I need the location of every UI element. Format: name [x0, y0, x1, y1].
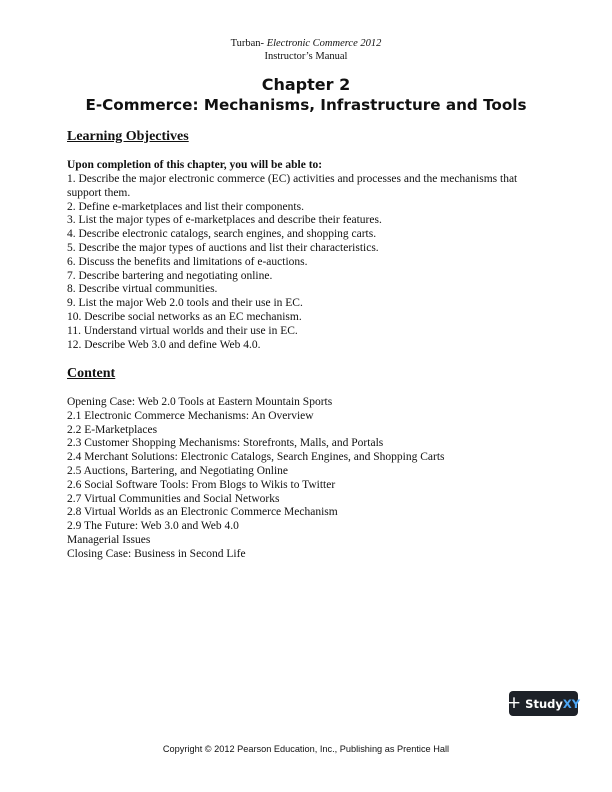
header-manual: Instructor’s Manual [264, 50, 348, 62]
studyxy-logo [506, 691, 581, 716]
header-book-title: Electronic Commerce 2012 [266, 38, 382, 49]
content-heading: Content [67, 366, 116, 381]
objective-item: 11. Understand virtual worlds and their use in EC. [67, 324, 298, 337]
objective-item: 9. List the major Web 2.0 tools and their use in EC. [67, 297, 303, 310]
page-header [0, 38, 612, 63]
content-item: 2.8 Virtual Worlds as an Electronic Commerce Mechanism [67, 506, 338, 519]
logo-brand-accent: XY [562, 696, 581, 711]
objectives-list [67, 173, 547, 352]
objective-item: 12. Describe Web 3.0 and define Web 4.0. [67, 338, 261, 351]
objective-item: 3. List the major types of e-marketplaces and describe their features. [67, 214, 382, 227]
content-item: 2.1 Electronic Commerce Mechanisms: An Overview [67, 409, 314, 422]
objective-item: 10. Describe social networks as an EC mechanism. [67, 310, 302, 323]
content-item: 2.2 E-Marketplaces [67, 423, 158, 436]
plus-icon: + [506, 693, 522, 713]
objective-item: 2. Define e-marketplaces and list their components. [67, 200, 304, 213]
chapter-subtitle: E-Commerce: Mechanisms, Infrastructure and Tools [85, 96, 527, 114]
objective-item: 1. Describe the major electronic commerce (EC) activities and processes and the mechanisms that support them. [67, 173, 518, 199]
content-item: 2.5 Auctions, Bartering, and Negotiating Online [67, 464, 289, 477]
logo-brand-main: Study [525, 696, 563, 711]
content-item: 2.9 The Future: Web 3.0 and Web 4.0 [67, 520, 239, 533]
chapter-title: Chapter 2 [261, 75, 351, 94]
content-item: Opening Case: Web 2.0 Tools at Eastern Mountain Sports [67, 396, 333, 408]
header-line-1 [0, 38, 612, 51]
content-item: 2.3 Customer Shopping Mechanisms: Storefronts, Malls, and Portals [67, 437, 384, 450]
content-list [67, 396, 547, 562]
copyright-footer: Copyright © 2012 Pearson Education, Inc., Publishing as Prentice Hall [162, 744, 450, 754]
objective-item: 8. Describe virtual communities. [67, 283, 218, 296]
header-author: Turban- [230, 38, 265, 49]
objective-item: 6. Discuss the benefits and limitations of e-auctions. [67, 255, 308, 268]
content-item: Closing Case: Business in Second Life [67, 547, 246, 560]
content-item: 2.4 Merchant Solutions: Electronic Catalogs, Search Engines, and Shopping Carts [67, 451, 445, 464]
content-item: 2.6 Social Software Tools: From Blogs to Wikis to Twitter [67, 478, 336, 491]
content-item: Managerial Issues [67, 533, 151, 546]
objective-item: 5. Describe the major types of auctions and list their characteristics. [67, 241, 379, 254]
objective-item: 4. Describe electronic catalogs, search engines, and shopping carts. [67, 228, 377, 241]
objectives-intro: Upon completion of this chapter, you will be able to: [67, 159, 323, 171]
objective-item: 7. Describe bartering and negotiating online. [67, 269, 273, 282]
content-item: 2.7 Virtual Communities and Social Networks [67, 492, 280, 505]
learning-objectives-heading: Learning Objectives [67, 129, 189, 144]
